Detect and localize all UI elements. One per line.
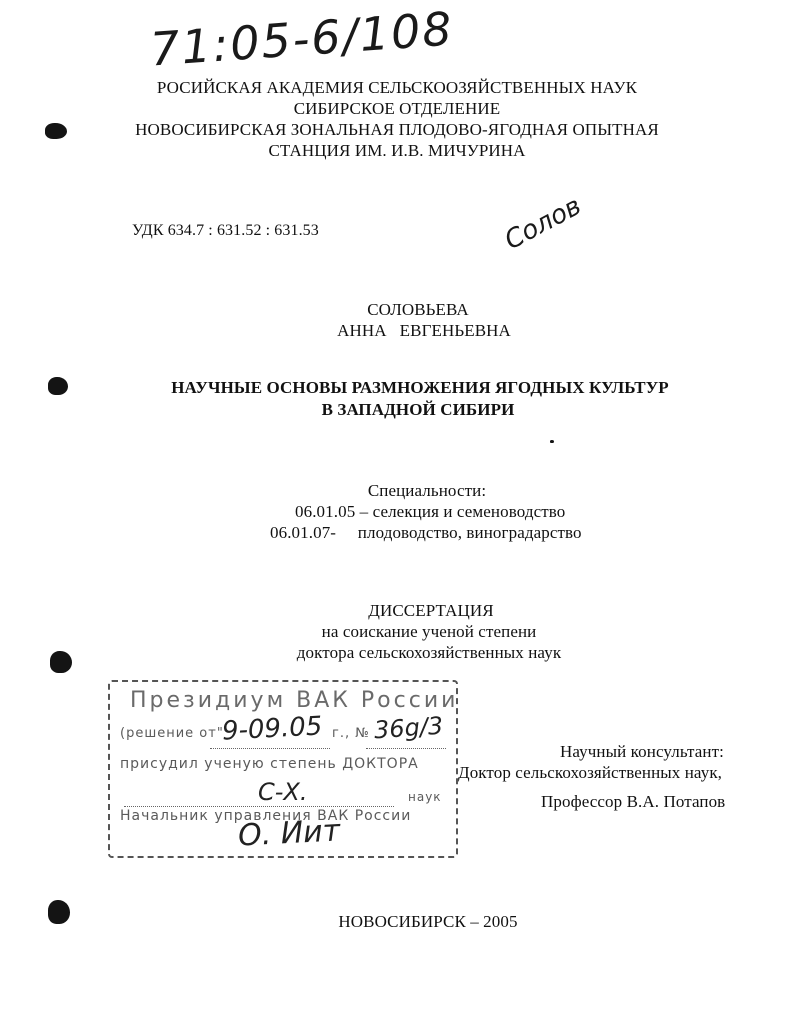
degree-line: доктора сельскохозяйственных наук [296, 643, 562, 662]
stamp-date: 9-09.05 [221, 711, 324, 747]
stamp-line: наук [408, 790, 442, 804]
specialties-heading: Специальности: [367, 481, 487, 500]
specialty-item: 06.01.07- плодоводство, виноградарство [270, 523, 582, 542]
author-given-names: АННА ЕВГЕНЬЕВНА [337, 321, 511, 340]
institution-line: СИБИРСКОЕ ОТДЕЛЕНИЕ [293, 99, 501, 118]
stamp-number: 36g/3 [373, 711, 445, 745]
scan-speck [550, 440, 554, 443]
consultant-heading: Научный консультант: [560, 742, 724, 761]
institution-line: НОВОСИБИРСКАЯ ЗОНАЛЬНАЯ ПЛОДОВО-ЯГОДНАЯ ОПЫТНАЯ [135, 120, 659, 139]
document-type: ДИССЕРТАЦИЯ [368, 601, 494, 620]
city-year: НОВОСИБИРСК – 2005 [338, 912, 518, 931]
stamp-line: (решение от" [120, 726, 224, 741]
stamp-signature: О. Иит [237, 813, 341, 854]
udk-code: УДК 634.7 : 631.52 : 631.53 [132, 222, 319, 239]
stamp-degree-field: С-Х. [258, 778, 308, 806]
stamp-line: г., № [332, 726, 370, 741]
degree-line: на соискание ученой степени [321, 622, 537, 641]
author-surname: СОЛОВЬЕВА [367, 300, 469, 319]
stamp-line: Президиум ВАК России [130, 688, 459, 713]
archive-number: 71:05-6/108 [148, 1, 456, 77]
specialty-item: 06.01.05 – селекция и семеноводство [295, 502, 566, 521]
stamp-line: Начальник управления ВАК России [120, 808, 412, 824]
vak-stamp [108, 680, 458, 858]
stamp-line: присудил ученую степень ДОКТОРА [120, 756, 419, 772]
institution-line: СТАНЦИЯ ИМ. И.В. МИЧУРИНА [268, 141, 526, 160]
dissertation-title: В ЗАПАДНОЙ СИБИРИ [321, 400, 515, 419]
author-signature: Солов [499, 191, 587, 256]
institution-line: РОСИЙСКАЯ АКАДЕМИЯ СЕЛЬСКООЗЯЙСТВЕННЫХ НАУК [156, 78, 638, 97]
consultant-degree: Доктор сельскохозяйственных наук, [458, 763, 723, 782]
dissertation-title: НАУЧНЫЕ ОСНОВЫ РАЗМНОЖЕНИЯ ЯГОДНЫХ КУЛЬТУР [171, 378, 669, 397]
consultant-name: Профессор В.А. Потапов [541, 792, 726, 811]
